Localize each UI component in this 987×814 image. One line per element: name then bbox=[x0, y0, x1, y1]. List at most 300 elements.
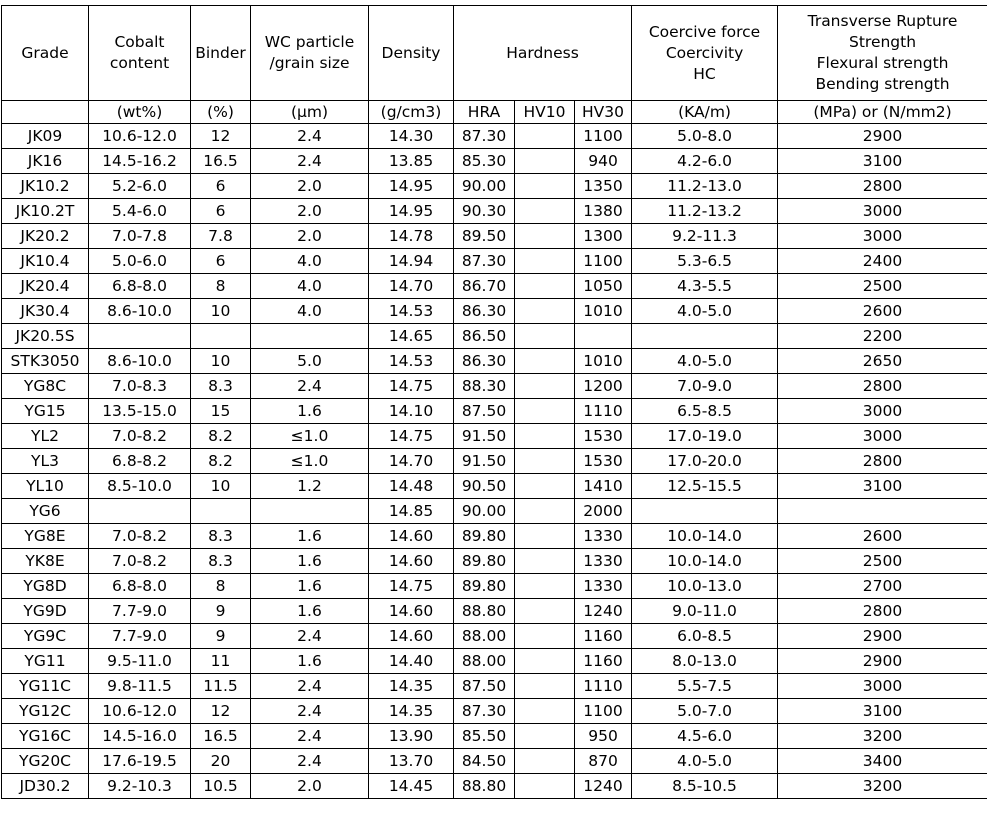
cell-cobalt: 17.6-19.5 bbox=[89, 749, 191, 774]
cell-coercive: 5.0-8.0 bbox=[632, 124, 778, 149]
cell-binder: 6 bbox=[191, 174, 251, 199]
carbide-grades-table bbox=[1, 5, 987, 799]
cell-binder: 11 bbox=[191, 649, 251, 674]
cell-cobalt: 7.0-7.8 bbox=[89, 224, 191, 249]
cell-binder: 12 bbox=[191, 124, 251, 149]
cell-trs: 2900 bbox=[778, 624, 987, 649]
cell-trs: 2800 bbox=[778, 174, 987, 199]
cell-coercive: 10.0-14.0 bbox=[632, 549, 778, 574]
cell-hv30: 950 bbox=[575, 724, 632, 749]
cell-density: 14.45 bbox=[369, 774, 454, 799]
cell-hv30: 870 bbox=[575, 749, 632, 774]
table-row bbox=[2, 599, 987, 624]
cell-coercive bbox=[632, 324, 778, 349]
header-cobalt: Cobalt content bbox=[89, 6, 191, 101]
cell-cobalt: 9.8-11.5 bbox=[89, 674, 191, 699]
units-row bbox=[2, 101, 987, 124]
cell-hra: 91.50 bbox=[454, 424, 515, 449]
cell-wc: 2.0 bbox=[251, 174, 369, 199]
unit-density: (g/cm3) bbox=[369, 101, 454, 124]
cell-coercive: 5.3-6.5 bbox=[632, 249, 778, 274]
cell-hv10 bbox=[515, 649, 575, 674]
table-row bbox=[2, 624, 987, 649]
header-coercive-force: Coercive force Coercivity HC bbox=[632, 6, 778, 101]
cell-wc: 2.4 bbox=[251, 699, 369, 724]
cell-wc: 4.0 bbox=[251, 249, 369, 274]
cell-hra: 87.50 bbox=[454, 399, 515, 424]
header-hardness: Hardness bbox=[454, 6, 632, 101]
table-row bbox=[2, 649, 987, 674]
cell-hv10 bbox=[515, 524, 575, 549]
cell-binder: 20 bbox=[191, 749, 251, 774]
cell-cobalt: 7.0-8.2 bbox=[89, 424, 191, 449]
cell-hv30: 1380 bbox=[575, 199, 632, 224]
cell-hra: 87.30 bbox=[454, 699, 515, 724]
table-row bbox=[2, 749, 987, 774]
cell-binder: 8.3 bbox=[191, 549, 251, 574]
cell-hv30: 1100 bbox=[575, 249, 632, 274]
cell-density: 14.60 bbox=[369, 599, 454, 624]
cell-coercive: 11.2-13.0 bbox=[632, 174, 778, 199]
cell-coercive: 5.5-7.5 bbox=[632, 674, 778, 699]
cell-hra: 84.50 bbox=[454, 749, 515, 774]
cell-hv10 bbox=[515, 149, 575, 174]
cell-hra: 86.50 bbox=[454, 324, 515, 349]
cell-density: 14.35 bbox=[369, 699, 454, 724]
unit-hv10: HV10 bbox=[515, 101, 575, 124]
cell-hv10 bbox=[515, 474, 575, 499]
cell-trs: 3000 bbox=[778, 399, 987, 424]
cell-coercive: 4.2-6.0 bbox=[632, 149, 778, 174]
table-row bbox=[2, 174, 987, 199]
cell-hv10 bbox=[515, 174, 575, 199]
cell-grade: YG8E bbox=[2, 524, 89, 549]
cell-wc: 2.4 bbox=[251, 624, 369, 649]
cell-density: 14.70 bbox=[369, 274, 454, 299]
cell-cobalt: 7.7-9.0 bbox=[89, 624, 191, 649]
cell-hv30: 1330 bbox=[575, 524, 632, 549]
cell-density: 14.53 bbox=[369, 349, 454, 374]
cell-coercive: 10.0-13.0 bbox=[632, 574, 778, 599]
unit-cobalt: (wt%) bbox=[89, 101, 191, 124]
cell-density: 14.53 bbox=[369, 299, 454, 324]
table-row bbox=[2, 324, 987, 349]
unit-grade bbox=[2, 101, 89, 124]
header-grade: Grade bbox=[2, 6, 89, 101]
cell-wc: 1.6 bbox=[251, 524, 369, 549]
cell-hv10 bbox=[515, 299, 575, 324]
cell-wc: 2.4 bbox=[251, 149, 369, 174]
cell-binder: 10 bbox=[191, 474, 251, 499]
cell-grade: JK20.4 bbox=[2, 274, 89, 299]
cell-hra: 88.00 bbox=[454, 649, 515, 674]
cell-trs: 2900 bbox=[778, 649, 987, 674]
cell-density: 14.60 bbox=[369, 624, 454, 649]
header-binder: Binder bbox=[191, 6, 251, 101]
cell-wc: 1.6 bbox=[251, 649, 369, 674]
cell-hv30: 1110 bbox=[575, 399, 632, 424]
cell-hv30: 1100 bbox=[575, 699, 632, 724]
header-row bbox=[2, 6, 987, 101]
cell-coercive: 8.0-13.0 bbox=[632, 649, 778, 674]
cell-grade: JK10.4 bbox=[2, 249, 89, 274]
cell-hv30: 1160 bbox=[575, 649, 632, 674]
cell-wc: 2.4 bbox=[251, 724, 369, 749]
cell-binder: 12 bbox=[191, 699, 251, 724]
cell-hra: 88.80 bbox=[454, 774, 515, 799]
cell-hv10 bbox=[515, 224, 575, 249]
cell-binder: 10.5 bbox=[191, 774, 251, 799]
cell-hv30: 1240 bbox=[575, 774, 632, 799]
cell-hv10 bbox=[515, 124, 575, 149]
cell-coercive: 17.0-20.0 bbox=[632, 449, 778, 474]
cell-hv10 bbox=[515, 599, 575, 624]
cell-hv10 bbox=[515, 424, 575, 449]
header-density: Density bbox=[369, 6, 454, 101]
cell-grade: JD30.2 bbox=[2, 774, 89, 799]
cell-hv30: 1240 bbox=[575, 599, 632, 624]
cell-density: 14.78 bbox=[369, 224, 454, 249]
table-row bbox=[2, 574, 987, 599]
cell-hra: 87.30 bbox=[454, 249, 515, 274]
cell-wc: 1.2 bbox=[251, 474, 369, 499]
cell-coercive: 12.5-15.5 bbox=[632, 474, 778, 499]
cell-coercive: 4.3-5.5 bbox=[632, 274, 778, 299]
cell-trs: 3100 bbox=[778, 699, 987, 724]
cell-grade: YG12C bbox=[2, 699, 89, 724]
cell-trs: 3100 bbox=[778, 474, 987, 499]
cell-hv10 bbox=[515, 774, 575, 799]
cell-cobalt: 13.5-15.0 bbox=[89, 399, 191, 424]
cell-hv30: 1350 bbox=[575, 174, 632, 199]
cell-density: 14.35 bbox=[369, 674, 454, 699]
cell-cobalt: 6.8-8.0 bbox=[89, 574, 191, 599]
table-row bbox=[2, 299, 987, 324]
cell-cobalt: 7.0-8.3 bbox=[89, 374, 191, 399]
cell-hv10 bbox=[515, 249, 575, 274]
cell-hv30: 1110 bbox=[575, 674, 632, 699]
cell-binder: 16.5 bbox=[191, 724, 251, 749]
cell-hra: 90.00 bbox=[454, 174, 515, 199]
cell-trs: 3000 bbox=[778, 424, 987, 449]
cell-hra: 88.80 bbox=[454, 599, 515, 624]
cell-wc: 1.6 bbox=[251, 399, 369, 424]
cell-grade: YG11 bbox=[2, 649, 89, 674]
cell-binder: 8.3 bbox=[191, 374, 251, 399]
cell-grade: JK09 bbox=[2, 124, 89, 149]
cell-hra: 90.50 bbox=[454, 474, 515, 499]
table-row bbox=[2, 499, 987, 524]
table-row bbox=[2, 124, 987, 149]
cell-hra: 86.70 bbox=[454, 274, 515, 299]
cell-hv10 bbox=[515, 374, 575, 399]
cell-density: 14.95 bbox=[369, 174, 454, 199]
cell-coercive: 9.2-11.3 bbox=[632, 224, 778, 249]
cell-cobalt: 5.2-6.0 bbox=[89, 174, 191, 199]
cell-hv10 bbox=[515, 699, 575, 724]
unit-trs: (MPa) or (N/mm2) bbox=[778, 101, 987, 124]
cell-trs: 2600 bbox=[778, 299, 987, 324]
cell-binder: 8 bbox=[191, 274, 251, 299]
cell-hra: 87.50 bbox=[454, 674, 515, 699]
cell-density: 14.60 bbox=[369, 549, 454, 574]
cell-trs: 2800 bbox=[778, 449, 987, 474]
cell-trs: 2500 bbox=[778, 274, 987, 299]
cell-binder: 7.8 bbox=[191, 224, 251, 249]
table-row bbox=[2, 224, 987, 249]
cell-binder: 11.5 bbox=[191, 674, 251, 699]
unit-hra: HRA bbox=[454, 101, 515, 124]
table-row bbox=[2, 699, 987, 724]
table-row bbox=[2, 424, 987, 449]
cell-binder: 16.5 bbox=[191, 149, 251, 174]
cell-coercive: 11.2-13.2 bbox=[632, 199, 778, 224]
cell-grade: YG11C bbox=[2, 674, 89, 699]
cell-hra: 90.00 bbox=[454, 499, 515, 524]
cell-grade: YG9D bbox=[2, 599, 89, 624]
cell-trs: 2800 bbox=[778, 599, 987, 624]
cell-hra: 89.80 bbox=[454, 524, 515, 549]
table-row bbox=[2, 674, 987, 699]
cell-trs: 3100 bbox=[778, 149, 987, 174]
cell-density: 14.70 bbox=[369, 449, 454, 474]
cell-hv30: 1010 bbox=[575, 299, 632, 324]
cell-trs: 2500 bbox=[778, 549, 987, 574]
cell-hv30: 1530 bbox=[575, 424, 632, 449]
cell-hv30: 1300 bbox=[575, 224, 632, 249]
cell-hv30: 1330 bbox=[575, 574, 632, 599]
cell-grade: YG15 bbox=[2, 399, 89, 424]
cell-cobalt: 14.5-16.2 bbox=[89, 149, 191, 174]
cell-hv30: 1530 bbox=[575, 449, 632, 474]
cell-binder: 6 bbox=[191, 199, 251, 224]
cell-trs: 3000 bbox=[778, 199, 987, 224]
cell-hv10 bbox=[515, 199, 575, 224]
cell-trs: 3200 bbox=[778, 774, 987, 799]
cell-cobalt bbox=[89, 324, 191, 349]
cell-cobalt: 6.8-8.2 bbox=[89, 449, 191, 474]
cell-cobalt: 10.6-12.0 bbox=[89, 699, 191, 724]
cell-hv30: 1160 bbox=[575, 624, 632, 649]
cell-coercive: 6.5-8.5 bbox=[632, 399, 778, 424]
cell-hv10 bbox=[515, 674, 575, 699]
cell-grade: YG8C bbox=[2, 374, 89, 399]
cell-trs: 2900 bbox=[778, 124, 987, 149]
cell-grade: JK30.4 bbox=[2, 299, 89, 324]
cell-hra: 90.30 bbox=[454, 199, 515, 224]
table-row bbox=[2, 474, 987, 499]
cell-cobalt bbox=[89, 499, 191, 524]
cell-cobalt: 5.0-6.0 bbox=[89, 249, 191, 274]
cell-coercive: 7.0-9.0 bbox=[632, 374, 778, 399]
unit-wc: (μm) bbox=[251, 101, 369, 124]
cell-coercive: 17.0-19.0 bbox=[632, 424, 778, 449]
table-row bbox=[2, 399, 987, 424]
cell-hra: 87.30 bbox=[454, 124, 515, 149]
cell-grade: JK20.2 bbox=[2, 224, 89, 249]
table-row bbox=[2, 449, 987, 474]
unit-binder: (%) bbox=[191, 101, 251, 124]
cell-density: 14.75 bbox=[369, 374, 454, 399]
table-row bbox=[2, 149, 987, 174]
cell-binder: 10 bbox=[191, 299, 251, 324]
table-row bbox=[2, 349, 987, 374]
cell-wc: 2.4 bbox=[251, 124, 369, 149]
cell-wc: ≤1.0 bbox=[251, 449, 369, 474]
cell-density: 13.85 bbox=[369, 149, 454, 174]
table-row bbox=[2, 199, 987, 224]
cell-hra: 89.80 bbox=[454, 574, 515, 599]
cell-wc: 2.4 bbox=[251, 749, 369, 774]
cell-grade: YG9C bbox=[2, 624, 89, 649]
cell-binder bbox=[191, 324, 251, 349]
cell-hra: 88.00 bbox=[454, 624, 515, 649]
header-transverse-rupture: Transverse Rupture Strength Flexural strength Bending strength bbox=[778, 6, 987, 101]
unit-coercive: (KA/m) bbox=[632, 101, 778, 124]
cell-wc: 2.0 bbox=[251, 774, 369, 799]
cell-wc: 1.6 bbox=[251, 574, 369, 599]
cell-cobalt: 8.6-10.0 bbox=[89, 299, 191, 324]
cell-cobalt: 6.8-8.0 bbox=[89, 274, 191, 299]
cell-hv30: 2000 bbox=[575, 499, 632, 524]
cell-cobalt: 5.4-6.0 bbox=[89, 199, 191, 224]
cell-cobalt: 8.5-10.0 bbox=[89, 474, 191, 499]
cell-hv10 bbox=[515, 399, 575, 424]
table-row bbox=[2, 274, 987, 299]
cell-hv10 bbox=[515, 574, 575, 599]
cell-density: 14.10 bbox=[369, 399, 454, 424]
cell-grade: YG8D bbox=[2, 574, 89, 599]
cell-density: 13.70 bbox=[369, 749, 454, 774]
cell-trs: 3400 bbox=[778, 749, 987, 774]
cell-wc: 4.0 bbox=[251, 299, 369, 324]
cell-cobalt: 9.5-11.0 bbox=[89, 649, 191, 674]
cell-trs: 2700 bbox=[778, 574, 987, 599]
cell-grade: JK10.2 bbox=[2, 174, 89, 199]
cell-wc: 1.6 bbox=[251, 599, 369, 624]
cell-hv10 bbox=[515, 449, 575, 474]
cell-trs: 2200 bbox=[778, 324, 987, 349]
table-row bbox=[2, 549, 987, 574]
cell-wc: 2.4 bbox=[251, 374, 369, 399]
cell-grade: YL10 bbox=[2, 474, 89, 499]
cell-hv30: 1330 bbox=[575, 549, 632, 574]
table-row bbox=[2, 374, 987, 399]
cell-density: 14.65 bbox=[369, 324, 454, 349]
cell-wc: 4.0 bbox=[251, 274, 369, 299]
cell-hv10 bbox=[515, 724, 575, 749]
cell-grade: YL3 bbox=[2, 449, 89, 474]
cell-coercive: 4.0-5.0 bbox=[632, 749, 778, 774]
cell-hv10 bbox=[515, 624, 575, 649]
cell-wc: 2.0 bbox=[251, 224, 369, 249]
cell-hv10 bbox=[515, 499, 575, 524]
cell-hra: 86.30 bbox=[454, 349, 515, 374]
cell-density: 14.60 bbox=[369, 524, 454, 549]
cell-binder: 9 bbox=[191, 599, 251, 624]
cell-hv10 bbox=[515, 274, 575, 299]
cell-wc: 5.0 bbox=[251, 349, 369, 374]
cell-wc: 1.6 bbox=[251, 549, 369, 574]
cell-hv10 bbox=[515, 549, 575, 574]
cell-cobalt: 14.5-16.0 bbox=[89, 724, 191, 749]
cell-wc bbox=[251, 324, 369, 349]
cell-grade: YG20C bbox=[2, 749, 89, 774]
cell-hra: 85.50 bbox=[454, 724, 515, 749]
cell-binder: 8.2 bbox=[191, 424, 251, 449]
cell-coercive: 4.0-5.0 bbox=[632, 349, 778, 374]
cell-binder: 8.2 bbox=[191, 449, 251, 474]
cell-trs: 2650 bbox=[778, 349, 987, 374]
cell-hv30 bbox=[575, 324, 632, 349]
cell-density: 14.75 bbox=[369, 574, 454, 599]
cell-grade: YG6 bbox=[2, 499, 89, 524]
cell-grade: YK8E bbox=[2, 549, 89, 574]
cell-trs: 3200 bbox=[778, 724, 987, 749]
table-row bbox=[2, 249, 987, 274]
cell-binder: 8.3 bbox=[191, 524, 251, 549]
cell-hra: 91.50 bbox=[454, 449, 515, 474]
cell-density: 14.40 bbox=[369, 649, 454, 674]
cell-grade: YL2 bbox=[2, 424, 89, 449]
cell-grade: JK20.5S bbox=[2, 324, 89, 349]
cell-density: 14.48 bbox=[369, 474, 454, 499]
cell-trs: 3000 bbox=[778, 674, 987, 699]
cell-trs: 2800 bbox=[778, 374, 987, 399]
unit-hv30: HV30 bbox=[575, 101, 632, 124]
cell-binder: 6 bbox=[191, 249, 251, 274]
cell-binder: 15 bbox=[191, 399, 251, 424]
cell-coercive: 6.0-8.5 bbox=[632, 624, 778, 649]
cell-hra: 85.30 bbox=[454, 149, 515, 174]
cell-trs: 2400 bbox=[778, 249, 987, 274]
cell-hv30: 1010 bbox=[575, 349, 632, 374]
cell-wc: 2.0 bbox=[251, 199, 369, 224]
cell-binder: 9 bbox=[191, 624, 251, 649]
cell-coercive bbox=[632, 499, 778, 524]
cell-coercive: 8.5-10.5 bbox=[632, 774, 778, 799]
header-wc-particle: WC particle /grain size bbox=[251, 6, 369, 101]
cell-cobalt: 10.6-12.0 bbox=[89, 124, 191, 149]
cell-hv10 bbox=[515, 324, 575, 349]
cell-hv10 bbox=[515, 349, 575, 374]
cell-hra: 89.50 bbox=[454, 224, 515, 249]
cell-trs: 3000 bbox=[778, 224, 987, 249]
cell-cobalt: 7.7-9.0 bbox=[89, 599, 191, 624]
cell-trs: 2600 bbox=[778, 524, 987, 549]
cell-grade: STK3050 bbox=[2, 349, 89, 374]
cell-binder: 10 bbox=[191, 349, 251, 374]
cell-hra: 88.30 bbox=[454, 374, 515, 399]
cell-grade: JK10.2T bbox=[2, 199, 89, 224]
cell-density: 13.90 bbox=[369, 724, 454, 749]
cell-coercive: 9.0-11.0 bbox=[632, 599, 778, 624]
cell-hv30: 1200 bbox=[575, 374, 632, 399]
cell-density: 14.94 bbox=[369, 249, 454, 274]
cell-hv30: 1410 bbox=[575, 474, 632, 499]
cell-cobalt: 7.0-8.2 bbox=[89, 549, 191, 574]
cell-hra: 86.30 bbox=[454, 299, 515, 324]
cell-grade: YG16C bbox=[2, 724, 89, 749]
cell-density: 14.95 bbox=[369, 199, 454, 224]
cell-cobalt: 8.6-10.0 bbox=[89, 349, 191, 374]
cell-wc bbox=[251, 499, 369, 524]
cell-hra: 89.80 bbox=[454, 549, 515, 574]
cell-hv30: 1050 bbox=[575, 274, 632, 299]
cell-grade: JK16 bbox=[2, 149, 89, 174]
cell-coercive: 4.0-5.0 bbox=[632, 299, 778, 324]
cell-coercive: 4.5-6.0 bbox=[632, 724, 778, 749]
